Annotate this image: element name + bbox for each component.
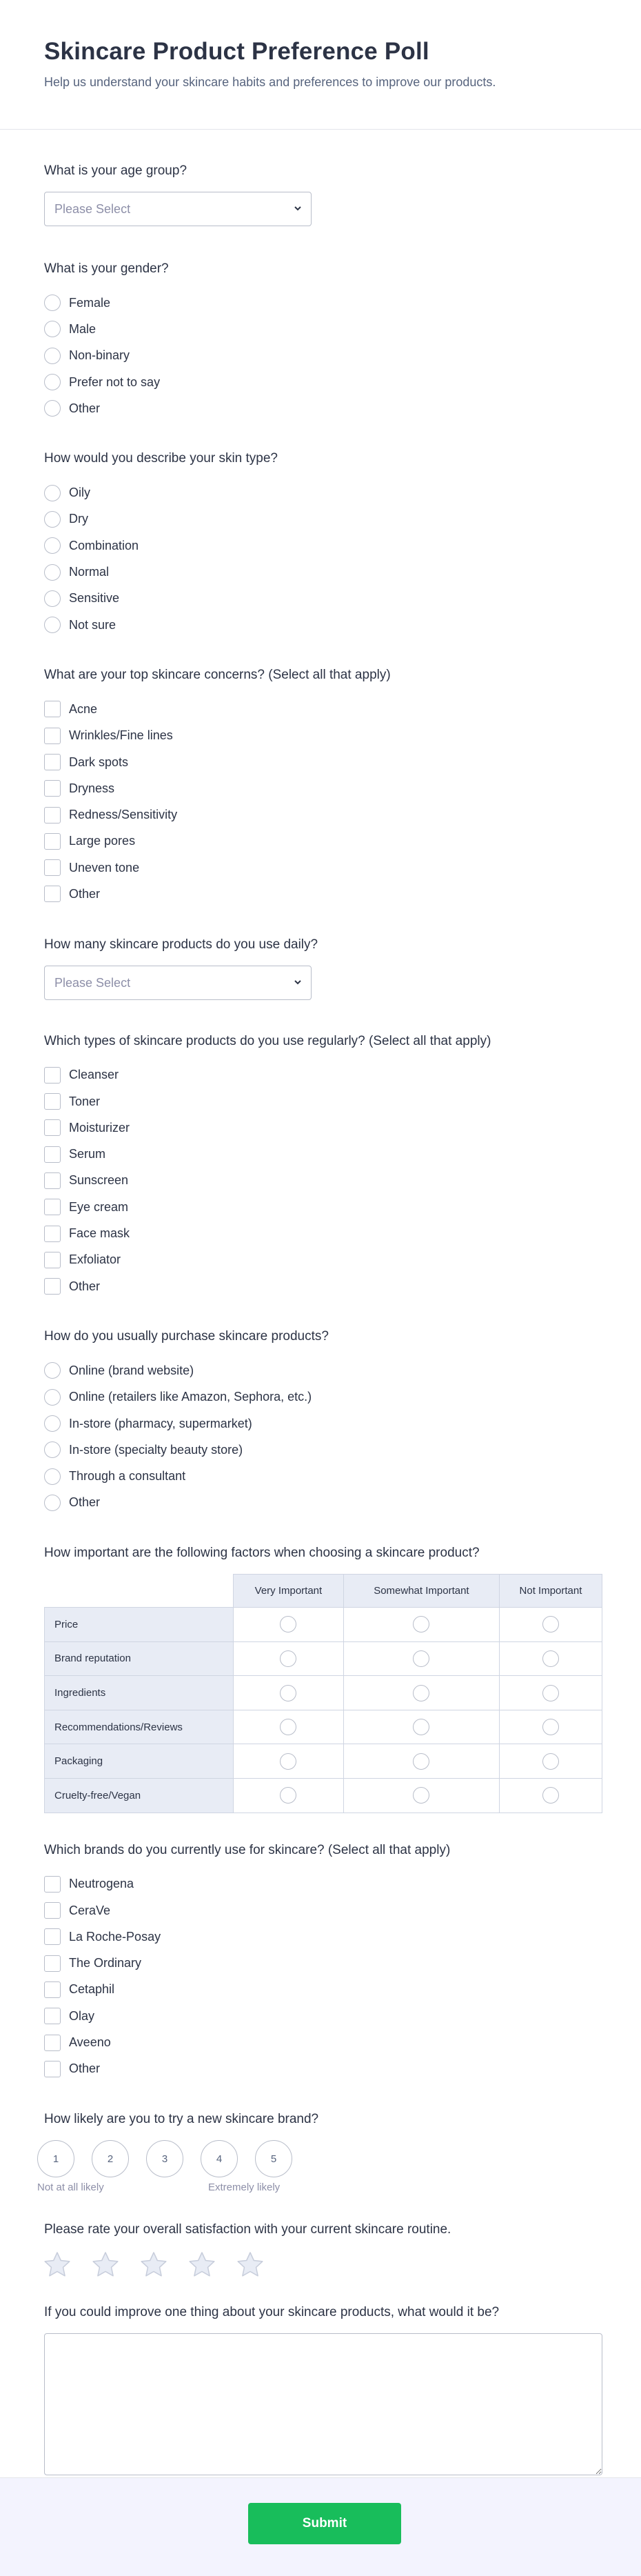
option-checkbox[interactable] <box>44 1871 597 1897</box>
chevron-down-icon <box>293 977 303 987</box>
question-gender <box>44 261 597 421</box>
checkbox[interactable] <box>44 1172 61 1189</box>
option-label: Redness/Sensitivity <box>69 808 178 822</box>
question-label: Which brands do you currently use for skincare? (Select all that apply) <box>44 1842 451 1857</box>
age-select[interactable] <box>44 192 312 226</box>
matrix-cell <box>343 1641 499 1676</box>
option-label: Dark spots <box>69 755 129 769</box>
checkbox[interactable] <box>44 1252 61 1268</box>
matrix-column-header: Very Important <box>234 1575 344 1608</box>
matrix-cell <box>234 1641 344 1676</box>
option-label: Male <box>69 321 96 336</box>
question-concerns <box>44 667 597 907</box>
matrix-radio[interactable] <box>413 1616 429 1633</box>
option-label: Other <box>69 401 101 415</box>
radio-button[interactable] <box>44 1441 61 1458</box>
option-checkbox[interactable] <box>44 1088 597 1115</box>
matrix-row-label: Packaging <box>45 1744 234 1779</box>
matrix-cell <box>499 1744 602 1779</box>
skin-type-options <box>44 479 597 638</box>
option-radio[interactable] <box>44 369 597 395</box>
matrix-column-header: Not Important <box>499 1575 602 1608</box>
option-label: Exfoliator <box>69 1252 121 1267</box>
option-radio[interactable] <box>44 343 597 369</box>
scale-option[interactable]: 2 <box>92 2140 129 2177</box>
option-label: Female <box>69 295 111 310</box>
option-checkbox[interactable] <box>44 1220 597 1246</box>
question-label: What are your top skincare concerns? (Select all that apply) <box>44 668 391 683</box>
option-label: Eye cream <box>69 1199 129 1214</box>
scale-high-caption: Extremely likely <box>208 2181 281 2194</box>
page-subtitle: Help us understand your skincare habits and preferences to improve our products. <box>44 75 496 89</box>
option-label: Online (brand website) <box>69 1363 194 1377</box>
option-checkbox[interactable] <box>44 881 597 907</box>
option-checkbox[interactable] <box>44 1924 597 1950</box>
question-label: Which types of skincare products do you use regularly? (Select all that apply) <box>44 1033 491 1048</box>
select-placeholder: Please Select <box>54 202 131 216</box>
scale-option[interactable]: 4 <box>201 2140 238 2177</box>
matrix-cell <box>499 1710 602 1744</box>
checkbox[interactable] <box>44 1981 61 1998</box>
option-checkbox[interactable] <box>44 1897 597 1924</box>
option-radio[interactable] <box>44 290 597 316</box>
option-radio[interactable] <box>44 532 597 559</box>
poll-form <box>0 163 641 2479</box>
star-icon[interactable] <box>139 2250 168 2279</box>
option-checkbox[interactable] <box>44 1115 597 1141</box>
matrix-radio[interactable] <box>542 1719 559 1735</box>
question-label: What is your gender? <box>44 261 169 276</box>
matrix-cell <box>343 1779 499 1813</box>
checkbox[interactable] <box>44 1199 61 1215</box>
option-radio[interactable] <box>44 559 597 585</box>
radio-button[interactable] <box>44 400 61 417</box>
matrix-radio[interactable] <box>413 1753 429 1770</box>
option-checkbox[interactable] <box>44 723 597 749</box>
matrix-row <box>45 1710 602 1744</box>
option-label: Sensitive <box>69 591 120 606</box>
question-label: Please rate your overall satisfaction with your current skincare routine. <box>44 2222 451 2237</box>
select-placeholder: Please Select <box>54 975 131 990</box>
option-label: Oily <box>69 486 90 500</box>
radio-button[interactable] <box>44 1495 61 1511</box>
checkbox[interactable] <box>44 807 61 823</box>
matrix-row <box>45 1779 602 1813</box>
matrix-row <box>45 1641 602 1676</box>
option-label: Other <box>69 1495 101 1510</box>
matrix-row-label: Cruelty-free/Vegan <box>45 1779 234 1813</box>
importance-matrix <box>44 1574 602 1813</box>
checkbox[interactable] <box>44 1226 61 1242</box>
option-label: Serum <box>69 1147 106 1161</box>
scale-option[interactable]: 5 <box>255 2140 292 2177</box>
radio-button[interactable] <box>44 1362 61 1379</box>
option-checkbox[interactable] <box>44 1062 597 1088</box>
matrix-cell <box>343 1744 499 1779</box>
checkbox[interactable] <box>44 886 61 902</box>
option-radio[interactable] <box>44 586 597 612</box>
matrix-corner <box>45 1575 234 1608</box>
option-radio[interactable] <box>44 395 597 421</box>
option-label: Normal <box>69 565 110 579</box>
option-checkbox[interactable] <box>44 855 597 881</box>
radio-button[interactable] <box>44 1415 61 1432</box>
checkbox[interactable] <box>44 1928 61 1945</box>
matrix-radio[interactable] <box>542 1650 559 1667</box>
question-satisfaction <box>44 2221 597 2279</box>
checkbox[interactable] <box>44 780 61 797</box>
option-radio[interactable] <box>44 612 597 638</box>
option-radio[interactable] <box>44 1464 597 1490</box>
option-label: Moisturizer <box>69 1120 130 1135</box>
concerns-options <box>44 696 597 907</box>
checkbox[interactable] <box>44 1278 61 1295</box>
checkbox[interactable] <box>44 1876 61 1893</box>
radio-button[interactable] <box>44 485 61 501</box>
question-label: How do you usually purchase skincare products? <box>44 1329 329 1344</box>
question-label: How many skincare products do you use daily? <box>44 937 318 952</box>
matrix-row-label: Recommendations/Reviews <box>45 1710 234 1744</box>
matrix-radio[interactable] <box>542 1753 559 1770</box>
submit-button[interactable]: Submit <box>248 2503 401 2544</box>
option-checkbox[interactable] <box>44 1273 597 1299</box>
option-label: Combination <box>69 538 139 552</box>
matrix-radio[interactable] <box>280 1616 296 1633</box>
star-rating <box>43 2250 597 2279</box>
option-checkbox[interactable] <box>44 1247 597 1273</box>
question-daily-count <box>44 937 597 1000</box>
question-label: If you could improve one thing about your skincare products, what would it be? <box>44 2305 500 2320</box>
option-radio[interactable] <box>44 506 597 532</box>
matrix-row <box>45 1676 602 1710</box>
checkbox[interactable] <box>44 1119 61 1136</box>
option-radio[interactable] <box>44 1410 597 1437</box>
product-types-options <box>44 1062 597 1300</box>
checkbox[interactable] <box>44 833 61 850</box>
radio-button[interactable] <box>44 564 61 581</box>
option-label: In-store (specialty beauty store) <box>69 1442 243 1457</box>
form-header <box>0 0 641 130</box>
option-checkbox[interactable] <box>44 749 597 775</box>
option-label: Dry <box>69 512 88 526</box>
form-footer <box>0 2477 641 2576</box>
option-radio[interactable] <box>44 1357 597 1384</box>
option-label: Other <box>69 2061 101 2076</box>
checkbox[interactable] <box>44 2035 61 2051</box>
matrix-cell <box>343 1710 499 1744</box>
scale-option[interactable]: 3 <box>146 2140 183 2177</box>
option-checkbox[interactable] <box>44 828 597 855</box>
scale-option[interactable]: 1 <box>37 2140 74 2177</box>
option-label: La Roche-Posay <box>69 1929 161 1944</box>
checkbox[interactable] <box>44 728 61 744</box>
option-label: Sunscreen <box>69 1173 129 1188</box>
question-label: How would you describe your skin type? <box>44 451 278 466</box>
option-checkbox[interactable] <box>44 775 597 801</box>
question-improve <box>44 2304 597 2479</box>
matrix-cell <box>234 1779 344 1813</box>
option-checkbox[interactable] <box>44 2003 597 2029</box>
option-checkbox[interactable] <box>44 1977 597 2003</box>
option-checkbox[interactable] <box>44 1194 597 1220</box>
option-radio[interactable] <box>44 1437 597 1463</box>
radio-button[interactable] <box>44 1389 61 1406</box>
option-label: Not sure <box>69 617 116 632</box>
likelihood-scale <box>37 2140 597 2177</box>
question-product-types <box>44 1033 597 1300</box>
checkbox[interactable] <box>44 754 61 770</box>
option-checkbox[interactable] <box>44 696 597 722</box>
option-checkbox[interactable] <box>44 2029 597 2055</box>
option-label: CeraVe <box>69 1903 111 1917</box>
matrix-radio[interactable] <box>542 1787 559 1804</box>
matrix-cell <box>234 1676 344 1710</box>
star-icon[interactable] <box>43 2250 72 2279</box>
question-label: What is your age group? <box>44 163 187 178</box>
daily-count-select[interactable] <box>44 966 312 1000</box>
checkbox[interactable] <box>44 2008 61 2024</box>
star-icon[interactable] <box>91 2250 120 2279</box>
matrix-radio[interactable] <box>413 1685 429 1701</box>
option-label: Dryness <box>69 781 115 795</box>
checkbox[interactable] <box>44 1067 61 1084</box>
matrix-row-label: Brand reputation <box>45 1641 234 1676</box>
matrix-radio[interactable] <box>542 1616 559 1633</box>
option-checkbox[interactable] <box>44 1168 597 1194</box>
star-icon[interactable] <box>236 2250 265 2279</box>
checkbox[interactable] <box>44 1093 61 1110</box>
option-label: Wrinkles/Fine lines <box>69 728 173 743</box>
matrix-radio[interactable] <box>413 1787 429 1804</box>
checkbox[interactable] <box>44 1146 61 1163</box>
option-label: Cleanser <box>69 1068 119 1082</box>
option-checkbox[interactable] <box>44 1141 597 1168</box>
option-label: Uneven tone <box>69 860 140 875</box>
checkbox[interactable] <box>44 1955 61 1972</box>
option-label: The Ordinary <box>69 1956 142 1970</box>
option-checkbox[interactable] <box>44 1950 597 1977</box>
option-label: Large pores <box>69 834 136 848</box>
option-label: Other <box>69 1279 101 1293</box>
option-label: Olay <box>69 2008 95 2023</box>
question-age <box>44 163 597 226</box>
option-label: Non-binary <box>69 348 130 363</box>
brands-options <box>44 1871 597 2082</box>
option-label: Through a consultant <box>69 1469 186 1484</box>
option-radio[interactable] <box>44 479 597 506</box>
option-label: Online (retailers like Amazon, Sephora, etc.) <box>69 1390 312 1404</box>
matrix-radio[interactable] <box>280 1685 296 1701</box>
radio-button[interactable] <box>44 294 61 311</box>
option-label: Toner <box>69 1094 101 1108</box>
question-skin-type <box>44 450 597 638</box>
question-importance <box>44 1545 597 1813</box>
matrix-row <box>45 1608 602 1642</box>
checkbox[interactable] <box>44 701 61 717</box>
matrix-radio[interactable] <box>542 1685 559 1701</box>
matrix-row-label: Price <box>45 1608 234 1642</box>
option-radio[interactable] <box>44 316 597 342</box>
purchase-options <box>44 1357 597 1516</box>
option-label: Face mask <box>69 1226 130 1241</box>
checkbox[interactable] <box>44 2061 61 2077</box>
scale-captions <box>37 2181 597 2197</box>
option-radio[interactable] <box>44 1384 597 1410</box>
option-label: Prefer not to say <box>69 375 161 389</box>
matrix-radio[interactable] <box>413 1719 429 1735</box>
matrix-radio[interactable] <box>280 1787 296 1804</box>
star-icon[interactable] <box>187 2250 216 2279</box>
matrix-radio[interactable] <box>413 1650 429 1667</box>
matrix-row-label: Ingredients <box>45 1676 234 1710</box>
question-label: How likely are you to try a new skincare brand? <box>44 2112 319 2127</box>
scale-low-caption: Not at all likely <box>37 2181 104 2194</box>
option-label: In-store (pharmacy, supermarket) <box>69 1416 252 1430</box>
radio-button[interactable] <box>44 617 61 633</box>
matrix-column-header: Somewhat Important <box>343 1575 499 1608</box>
improve-textarea[interactable] <box>44 2333 602 2475</box>
question-likelihood <box>37 2111 597 2197</box>
checkbox[interactable] <box>44 1902 61 1919</box>
matrix-radio[interactable] <box>280 1753 296 1770</box>
matrix-cell <box>234 1710 344 1744</box>
option-label: Cetaphil <box>69 1982 115 1997</box>
radio-button[interactable] <box>44 511 61 528</box>
radio-button[interactable] <box>44 348 61 364</box>
option-label: Other <box>69 886 101 901</box>
question-brands <box>44 1842 597 2082</box>
matrix-radio[interactable] <box>280 1719 296 1735</box>
matrix-cell <box>499 1608 602 1642</box>
gender-options <box>44 290 597 421</box>
question-purchase <box>44 1328 597 1516</box>
matrix-row <box>45 1744 602 1779</box>
option-label: Acne <box>69 701 98 716</box>
matrix-cell <box>499 1779 602 1813</box>
matrix-radio[interactable] <box>280 1650 296 1667</box>
matrix-cell <box>499 1641 602 1676</box>
checkbox[interactable] <box>44 859 61 876</box>
question-label: How important are the following factors when choosing a skincare product? <box>44 1546 480 1561</box>
matrix-cell <box>499 1676 602 1710</box>
option-label: Neutrogena <box>69 1877 134 1891</box>
page-title: Skincare Product Preference Poll <box>44 38 429 65</box>
matrix-cell <box>234 1744 344 1779</box>
option-checkbox[interactable] <box>44 801 597 828</box>
radio-button[interactable] <box>44 374 61 390</box>
matrix-cell <box>234 1608 344 1642</box>
option-radio[interactable] <box>44 1490 597 1516</box>
chevron-down-icon <box>293 203 303 213</box>
matrix-cell <box>343 1608 499 1642</box>
option-checkbox[interactable] <box>44 2056 597 2082</box>
radio-button[interactable] <box>44 537 61 554</box>
matrix-cell <box>343 1676 499 1710</box>
radio-button[interactable] <box>44 1468 61 1485</box>
option-label: Aveeno <box>69 2035 111 2050</box>
radio-button[interactable] <box>44 321 61 337</box>
radio-button[interactable] <box>44 590 61 607</box>
